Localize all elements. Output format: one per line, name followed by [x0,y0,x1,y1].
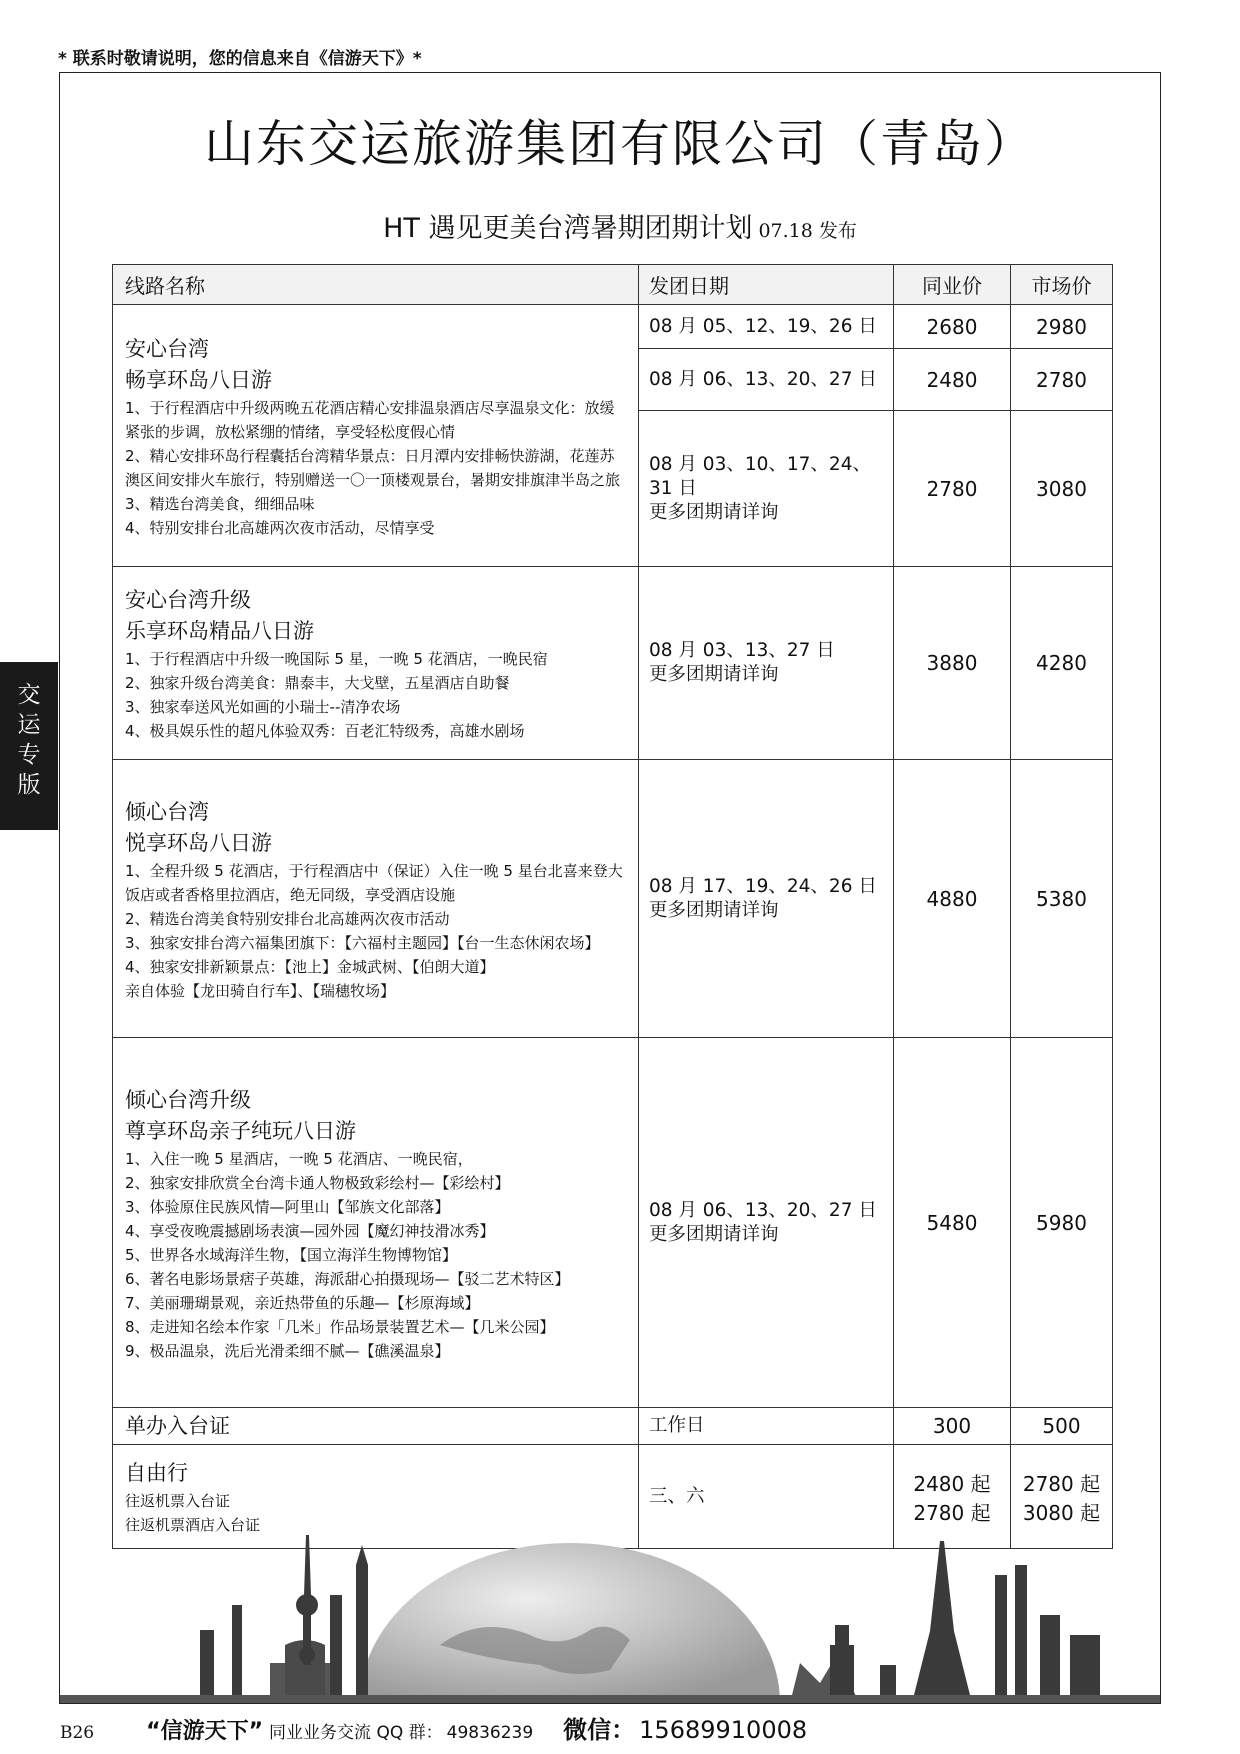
feature-item: 1、全程升级 5 花酒店，于行程酒店中（保证）入住一晚 5 星台北喜来登大饭店或者香格里拉酒店，绝无同级，享受酒店设施 [125,861,623,904]
price-line: 2480 起 [913,1471,991,1496]
feature-item: 2、独家升级台湾美食：鼎泰丰，大戈壁，五星酒店自助餐 [125,674,510,692]
wechat-label: 微信： [563,1716,636,1744]
market-price: 2780 [1011,349,1113,411]
date-line: 31 日 [649,477,697,499]
header-market-price: 市场价 [1011,265,1113,305]
route-cell [113,1445,639,1549]
date-line: 08 月 05、12、19、26 日 [649,315,877,337]
feature-item: 4、极具娱乐性的超凡体验双秀：百老汇特级秀，高雄水剧场 [125,722,525,740]
subtitle [0,206,1240,245]
table-row [113,760,1113,1038]
trade-price: 2780 [894,411,1011,567]
plan-title: HT 遇见更美台湾暑期团期计划 [383,213,753,244]
route-cell [113,567,639,760]
trade-price: 2480 [894,349,1011,411]
feature-item: 1、于行程酒店中升级一晚国际 5 星，一晚 5 花酒店，一晚民宿 [125,650,548,668]
price-line: 2780 起 [913,1500,991,1525]
trade-price: 5480 [894,1038,1011,1408]
market-price: 4280 [1011,567,1113,760]
table-row [113,1038,1113,1408]
feature-item: 2、精选台湾美食特别安排台北高雄两次夜市活动 [125,909,450,928]
feature-item: 8、走进知名绘本作家「几米」作品场景装置艺术—【几米公园】 [125,1317,555,1336]
free-travel-title: 自由行 [125,1461,188,1485]
feature-item: 2、独家安排欣赏全台湾卡通人物极致彩绘村—【彩绘村】 [125,1173,510,1192]
free-travel-option: 往返机票入台证 [125,1492,231,1510]
feature-item: 9、极品温泉，洗后光滑柔细不腻—【礁溪温泉】 [125,1341,450,1360]
date-line: 08 月 06、13、20、27 日 [649,1199,877,1221]
route-cell [113,760,639,1038]
departure-dates [639,567,894,760]
route-subtitle: 尊享环岛亲子纯玩八日游 [125,1118,356,1143]
market-price: 2980 [1011,305,1113,349]
tour-plan-table [112,264,1113,1549]
globe-icon [360,1543,780,1703]
footer [60,1710,807,1746]
route-cell [113,1408,639,1445]
feature-item: 1、入住一晚 5 星酒店，一晚 5 花酒店、一晚民宿， [125,1149,473,1168]
table-header-row [113,265,1113,305]
route-title: 倾心台湾 [125,799,209,824]
header-departure-date: 发团日期 [639,265,894,305]
date-line: 08 月 03、13、27 日 [649,640,835,661]
departure-dates: 三、六 [639,1445,894,1549]
table-row [113,305,1113,349]
header-route-name: 线路名称 [113,265,639,305]
departure-dates: 工作日 [639,1408,894,1445]
release-date: 07.18 发布 [758,220,857,242]
qq-group-label: 同业业务交流 QQ 群： [269,1723,443,1743]
departure-dates [639,411,894,567]
wechat-number: 15689910008 [639,1716,808,1744]
trade-price: 2680 [894,305,1011,349]
qq-group-number: 49836239 [446,1723,534,1743]
header-trade-price: 同业价 [894,265,1011,305]
feature-item: 4、独家安排新颖景点：【池上】金城武树、【伯朗大道】 [125,957,495,976]
company-title: 山东交运旅游集团有限公司（青岛） [204,115,1036,173]
permit-title: 单办入台证 [125,1413,230,1438]
trade-price [894,1445,1011,1549]
feature-item: 3、独家奉送风光如画的小瑞士--清净农场 [125,698,401,716]
route-title: 倾心台湾升级 [125,1087,251,1112]
departure-dates [639,760,894,1038]
side-tab-char: 运 [17,712,41,738]
feature-item: 4、享受夜晚震撼剧场表演—园外园【魔幻神技滑冰秀】 [125,1221,495,1240]
trade-price: 300 [894,1408,1011,1445]
date-line: 08 月 06、13、20、27 日 [649,368,877,390]
departure-dates [639,349,894,411]
side-tab-char: 专 [17,742,41,768]
feature-item: 7、美丽珊瑚景观，亲近热带鱼的乐趣—【杉原海域】 [125,1293,480,1312]
side-tab-char: 交 [17,682,41,708]
route-cell [113,305,639,567]
market-price: 5980 [1011,1038,1113,1408]
table-row [113,567,1113,760]
market-price: 3080 [1011,411,1113,567]
table-row [113,1445,1113,1549]
departure-dates [639,305,894,349]
feature-item: 1、于行程酒店中升级两晚五花酒店精心安排温泉酒店尽享温泉文化：放缓紧张的步调，放松紧绷的情绪，享受轻松度假心情 [125,398,615,441]
feature-item: 5、世界各水域海洋生物，【国立海洋生物博物馆】 [125,1245,458,1264]
feature-item: 4、特别安排台北高雄两次夜市活动，尽情享受 [125,518,435,537]
market-price: 500 [1011,1408,1113,1445]
route-title: 安心台湾 [125,336,209,361]
table-row [113,1408,1113,1445]
date-line: 08 月 03、10、17、24、 [649,453,871,475]
date-line: 更多团期请详询 [649,501,779,523]
date-line: 更多团期请详询 [649,1223,779,1245]
trade-price: 3880 [894,567,1011,760]
side-tab-char: 版 [17,772,41,798]
page-number: B26 [60,1723,95,1743]
trade-price: 4880 [894,760,1011,1038]
feature-item: 3、独家安排台湾六福集团旗下：【六福村主题园】【台一生态休闲农场】 [125,933,600,952]
route-cell [113,1038,639,1408]
route-subtitle: 畅享环岛八日游 [125,367,272,392]
side-tab [0,662,58,830]
market-price: 5380 [1011,760,1113,1038]
feature-item: 3、体验原住民族风情—阿里山【邹族文化部落】 [125,1197,450,1216]
free-travel-option: 往返机票酒店入台证 [125,1516,261,1534]
date-line: 更多团期请详询 [649,664,779,685]
feature-item: 亲自体验【龙田骑自行车】、【瑞穗牧场】 [125,981,396,1000]
header-note: * 联系时敬请说明，您的信息来自《信游天下》* [58,49,422,69]
departure-dates [639,1038,894,1408]
route-title: 安心台湾升级 [125,588,251,612]
route-subtitle: 悦享环岛八日游 [125,830,272,855]
feature-item: 6、著名电影场景痞子英雄，海派甜心拍摄现场—【驳二艺术特区】 [125,1269,570,1288]
date-line: 08 月 17、19、24、26 日 [649,875,877,897]
brand-name: “信游天下” [146,1719,264,1744]
price-line: 3080 起 [1022,1500,1101,1525]
feature-item: 3、精选台湾美食，细细品味 [125,494,315,513]
route-subtitle: 乐享环岛精品八日游 [125,619,314,643]
feature-item: 2、精心安排环岛行程囊括台湾精华景点：日月潭内安排畅快游湖，花莲苏澳区间安排火车旅行，特别赠送一〇一顶楼观景台，暑期安排旗津半岛之旅 [125,446,621,489]
city-skyline-illustration [60,1535,1160,1703]
date-line: 更多团期请详询 [649,899,779,921]
price-line: 2780 起 [1022,1471,1101,1496]
market-price [1011,1445,1113,1549]
